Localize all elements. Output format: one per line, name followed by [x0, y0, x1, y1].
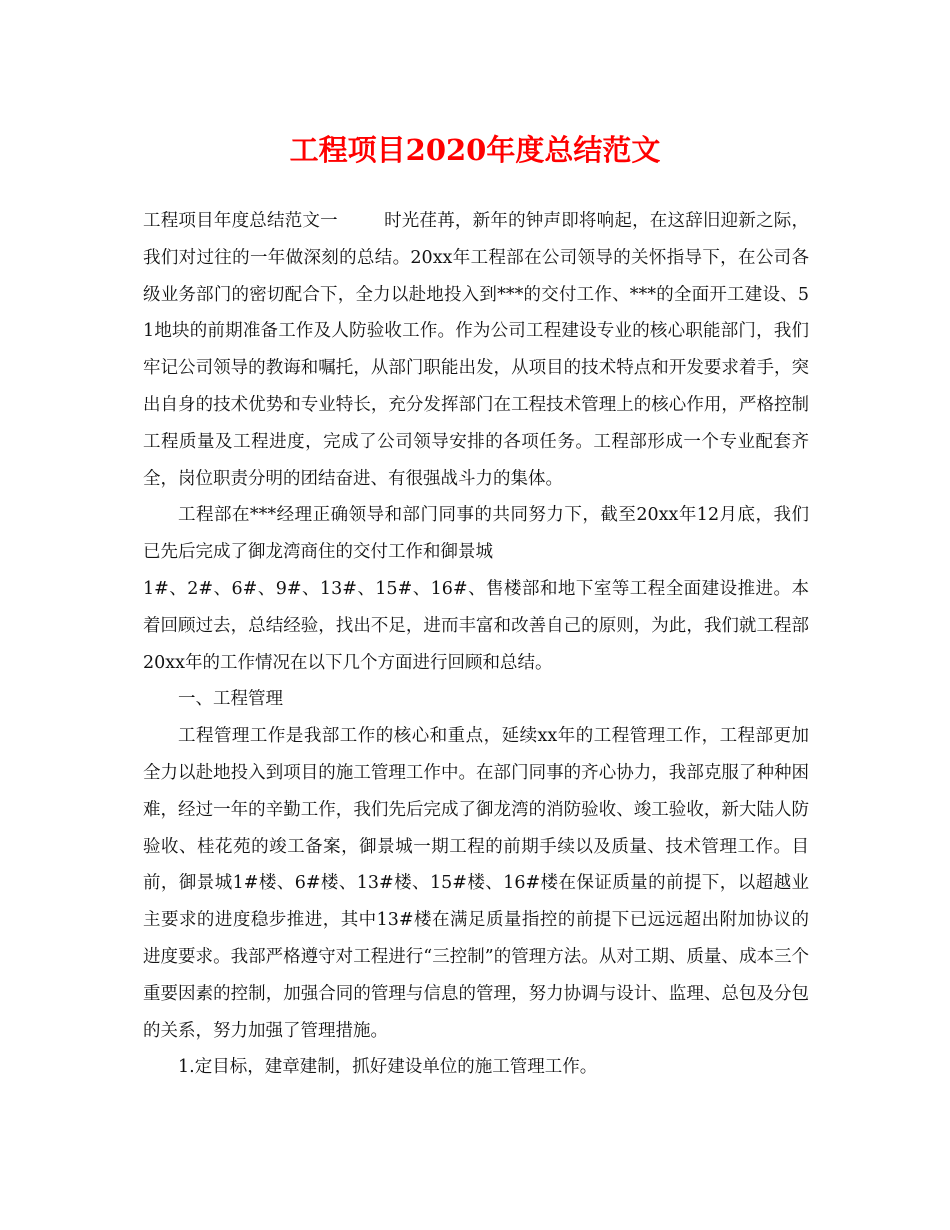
intro-label: 工程项目年度总结范文一 [143, 211, 338, 231]
paragraph-intro [143, 203, 809, 497]
document-title: 工程项目2020年度总结范文 [289, 133, 661, 167]
paragraph-5: 工程管理工作是我部工作的核心和重点，延续xx年的工程管理工作，工程部更加全力以赴地投入到项目的施工管理工作中。在部门同事的齐心协力，我部克服了种种困难，经过一年的辛勤工作，我们先后完成了御龙湾的消防验收、竣工验收，新大陆人防验收、桂花苑的竣工备案，御景城一期工程的前期手续以及质量、技术管理工作。目前，御景城1#楼、6#楼、13#楼、15#楼、16#楼在保证质量的前提下，以超越业主要求的进度稳步推进，其中13#楼在满足质量指控的前提下已远远超出附加协议的进度要求。我部严格遵守对工程进行“三控制”的管理方法。从对工期、质量、成本三个重要因素的控制，加强合同的管理与信息的管理，努力协调与设计、监理、总包及分包的关系，努力加强了管理措施。 [143, 726, 809, 1041]
paragraph-3: 1#、2#、6#、9#、13#、15#、16#、售楼部和地下室等工程全面建设推进。本着回顾过去，总结经验，找出不足，进而丰富和改善自己的原则，为此，我们就工程部20xx年的工作情况在以下几个方面进行回顾和总结。 [143, 578, 809, 673]
document-body [143, 203, 809, 1086]
paragraph-2: 工程部在***经理正确领导和部门同事的共同努力下，截至20xx年12月底，我们已先后完成了御龙湾商住的交付工作和御景城 [143, 505, 809, 563]
section-heading-engineering-management: 一、工程管理 [178, 689, 283, 710]
subheading-1: 1.定目标，建章建制，抓好建设单位的施工管理工作。 [178, 1057, 598, 1078]
paragraph-1-text: 时光荏苒，新年的钟声即将响起，在这辞旧迎新之际，我们对过往的一年做深刻的总结。20xx年工程部在公司领导的关怀指导下，在公司各级业务部门的密切配合下，全力以赴地投入到***的交付工作、***的全面开工建设、51地块的前期准备工作及人防验收工作。作为公司工程建设专业的核心职能部门，我们牢记公司领导的教诲和嘱托，从部门职能出发，从项目的技术特点和开发要求着手，突出自身的技术优势和专业特长，充分发挥部门在工程技术管理上的核心作用，严格控制工程质量及工程进度，完成了公司领导安排的各项任务。工程部形成一个专业配套齐全，岗位职责分明的团结奋进、有很强战斗力的集体。 [143, 211, 810, 489]
